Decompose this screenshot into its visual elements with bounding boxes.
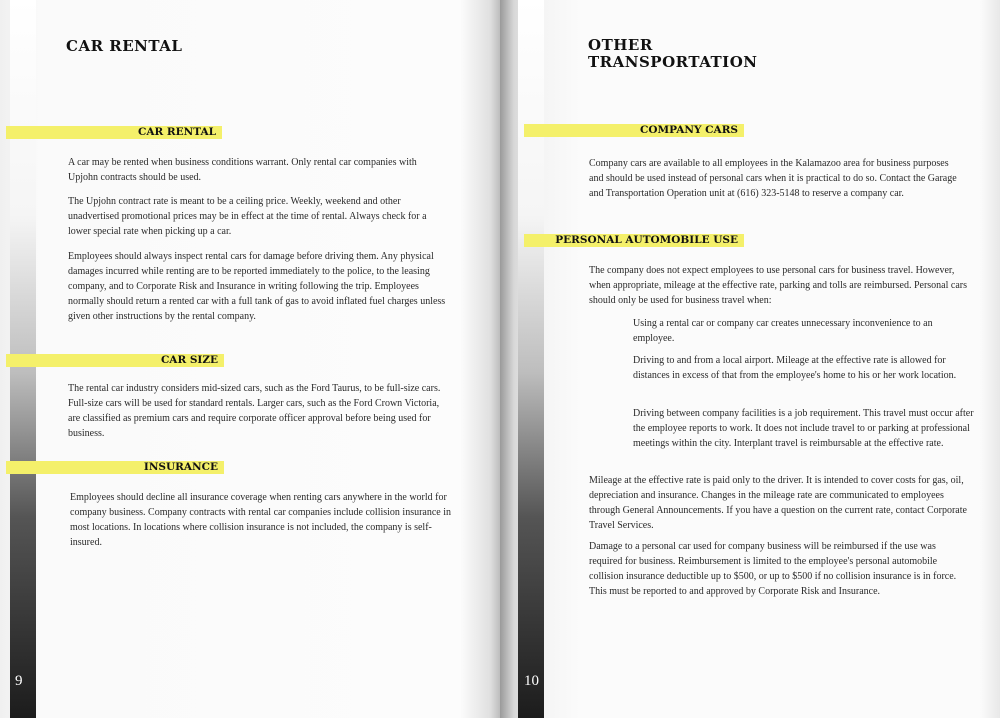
section-heading-car-rental: CAR RENTAL: [6, 126, 222, 139]
car-rental-paragraph-2: The Upjohn contract rate is meant to be a ceiling price. Weekly, weekend and other unadvertised promotional prices may be in effect at the time of rental. Always check for a lower special rate when picking up a car.: [68, 196, 427, 237]
section-heading-car-size: CAR SIZE: [6, 354, 224, 367]
right-page: [500, 0, 1000, 718]
page-title: CAR RENTAL: [66, 37, 183, 55]
mileage-paragraph: Mileage at the effective rate is paid only to the driver. It is intended to cover costs for gas, oil, depreciation and insurance. Changes in the mileage rate are communicated to employees through General Announcements. If you have a question on the current rate, contact Corporate Travel Services.: [589, 475, 967, 531]
section-heading-personal-automobile-use: PERSONAL AUTOMOBILE USE: [524, 234, 744, 247]
car-rental-paragraph-1: A car may be rented when business conditions warrant. Only rental car companies with Upjohn contracts should be used.: [68, 157, 417, 183]
insurance-paragraph: Employees should decline all insurance coverage when renting cars anywhere in the world for company business. Company contracts with rental car companies include collision insurance in most locations. In locations where collision insurance is not included, the company is self-insured.: [70, 492, 452, 548]
damage-paragraph: Damage to a personal car used for company business will be reimbursed if the use was required for business. Reimbursement is limited to the employee's personal automobile collision insurance deductible up to $500, or up to $500 if no collision insurance is in force. This must be reported to and approved by Corporate Risk and Insurance.: [589, 541, 957, 597]
car-size-paragraph: The rental car industry considers mid-sized cars, such as the Ford Taurus, to be full-size cars. Full-size cars will be used for standard rentals. Larger cars, such as the Ford Crown Victoria, are classified as premium cars and require corporate officer approval before being used for business.: [68, 383, 441, 439]
condition-between-facilities: Driving between company facilities is a job requirement. This travel must occur after the employee reports to work. It does not include travel to or parking at professional meetings within the city. Interplant travel is reimbursable at the effective rate.: [633, 408, 974, 449]
page-number: 10: [524, 673, 539, 689]
company-cars-paragraph: Company cars are available to all employees in the Kalamazoo area for business purposes and should be used instead of personal cars when it is practical to do so. Contact the Garage and Transportation Operation unit at (616) 323-5148 to reserve a company car.: [589, 158, 957, 199]
page-title: [588, 37, 757, 71]
condition-rental-inconvenience: Using a rental car or company car creates unnecessary inconvenience to an employee.: [633, 318, 933, 344]
section-heading-insurance: INSURANCE: [6, 461, 224, 474]
page-title-line-1: OTHER: [588, 36, 653, 54]
condition-local-airport: Driving to and from a local airport. Mileage at the effective rate is allowed for distances in excess of that from the employee's home to his or her work location.: [633, 355, 957, 381]
section-heading-company-cars: COMPANY CARS: [524, 124, 744, 137]
page-title-line-2: TRANSPORTATION: [588, 53, 758, 71]
personal-use-intro: The company does not expect employees to use personal cars for business travel. However, when appropriate, mileage at the effective rate, parking and tolls are reimbursed. Personal cars should only be used for business travel when:: [589, 265, 967, 306]
car-rental-paragraph-3: Employees should always inspect rental cars for damage before driving them. Any physical damages incurred while renting are to be reported immediately to the police, to the leasing company, and to Corporate Risk and Insurance in writing following the trip. Employees normally should return a rented car with a full tank of gas to avoid inflated fuel charges unless given other instructions by the rental company.: [68, 251, 446, 322]
page-number: 9: [15, 673, 23, 689]
right-gradient-strip: [518, 0, 544, 718]
